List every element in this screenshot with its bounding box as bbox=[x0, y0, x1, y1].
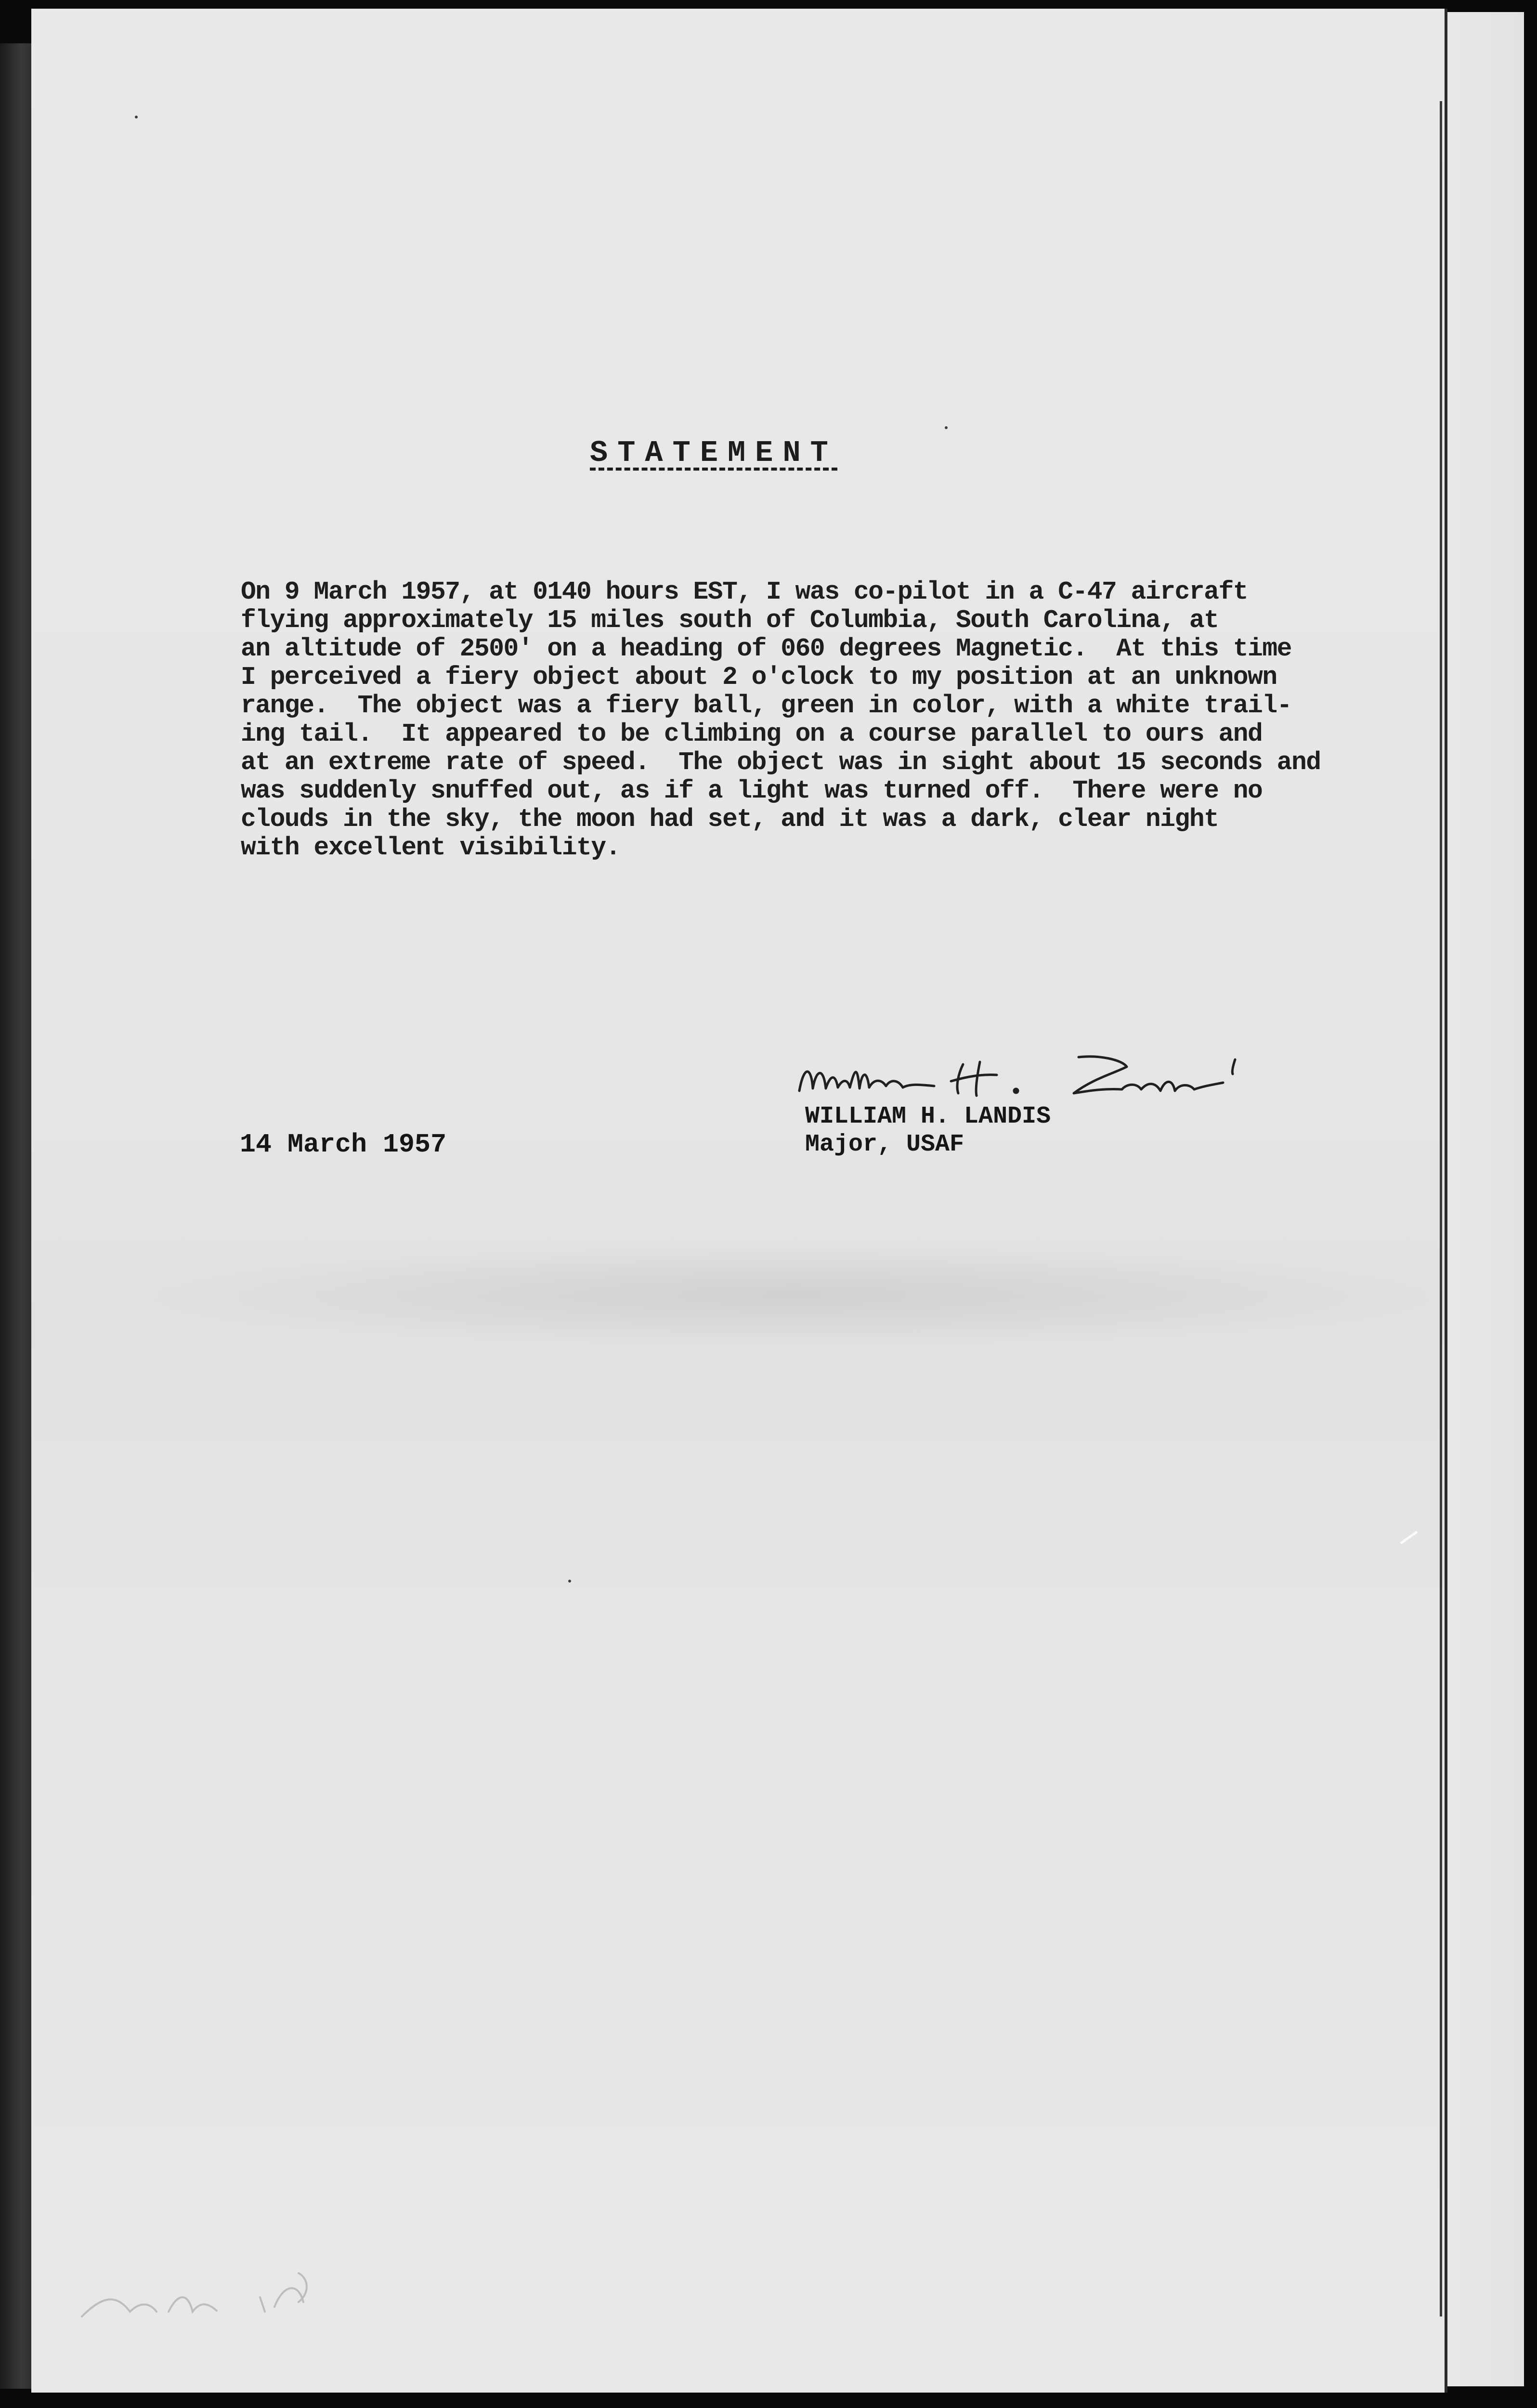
statement-body bbox=[241, 578, 1348, 862]
scan-artifact bbox=[568, 1580, 571, 1583]
statement-line: an altitude of 2500' on a heading of 060 degrees Magnetic. At this time bbox=[241, 634, 1291, 663]
statement-line: at an extreme rate of speed. The object was in sight about 15 seconds and bbox=[241, 748, 1321, 777]
fold-smudge bbox=[118, 1242, 1466, 1348]
scan-artifact bbox=[135, 116, 138, 118]
signature-block bbox=[805, 1103, 1051, 1159]
statement-line: I perceived a fiery object about 2 o'clock to my position at an unknown bbox=[241, 663, 1277, 692]
scan-left-strip bbox=[0, 43, 36, 2389]
handwritten-signature bbox=[790, 1045, 1247, 1108]
signer-rank: Major, USAF bbox=[805, 1131, 964, 1158]
document-page bbox=[31, 9, 1447, 2393]
signer-name: WILLIAM H. LANDIS bbox=[805, 1103, 1051, 1130]
statement-line: ing tail. It appeared to be climbing on a course parallel to ours and bbox=[241, 720, 1263, 748]
statement-line: clouds in the sky, the moon had set, and it was a dark, clear night bbox=[241, 805, 1219, 834]
statement-date: 14 March 1957 bbox=[240, 1129, 447, 1160]
statement-line: range. The object was a fiery ball, green in color, with a white trail- bbox=[241, 691, 1291, 720]
statement-line: with excellent visibility. bbox=[241, 833, 620, 862]
scan-artifact bbox=[945, 426, 948, 429]
page-edge-line bbox=[1440, 101, 1442, 2316]
pencil-annotation bbox=[72, 2264, 323, 2331]
document-title: STATEMENT bbox=[590, 436, 838, 470]
statement-line: flying approximately 15 miles south of Columbia, South Carolina, at bbox=[241, 606, 1219, 635]
statement-line: was suddenly snuffed out, as if a light was turned off. There were no bbox=[241, 776, 1263, 805]
statement-line: On 9 March 1957, at 0140 hours EST, I was co-pilot in a C-47 aircraft bbox=[241, 577, 1248, 606]
